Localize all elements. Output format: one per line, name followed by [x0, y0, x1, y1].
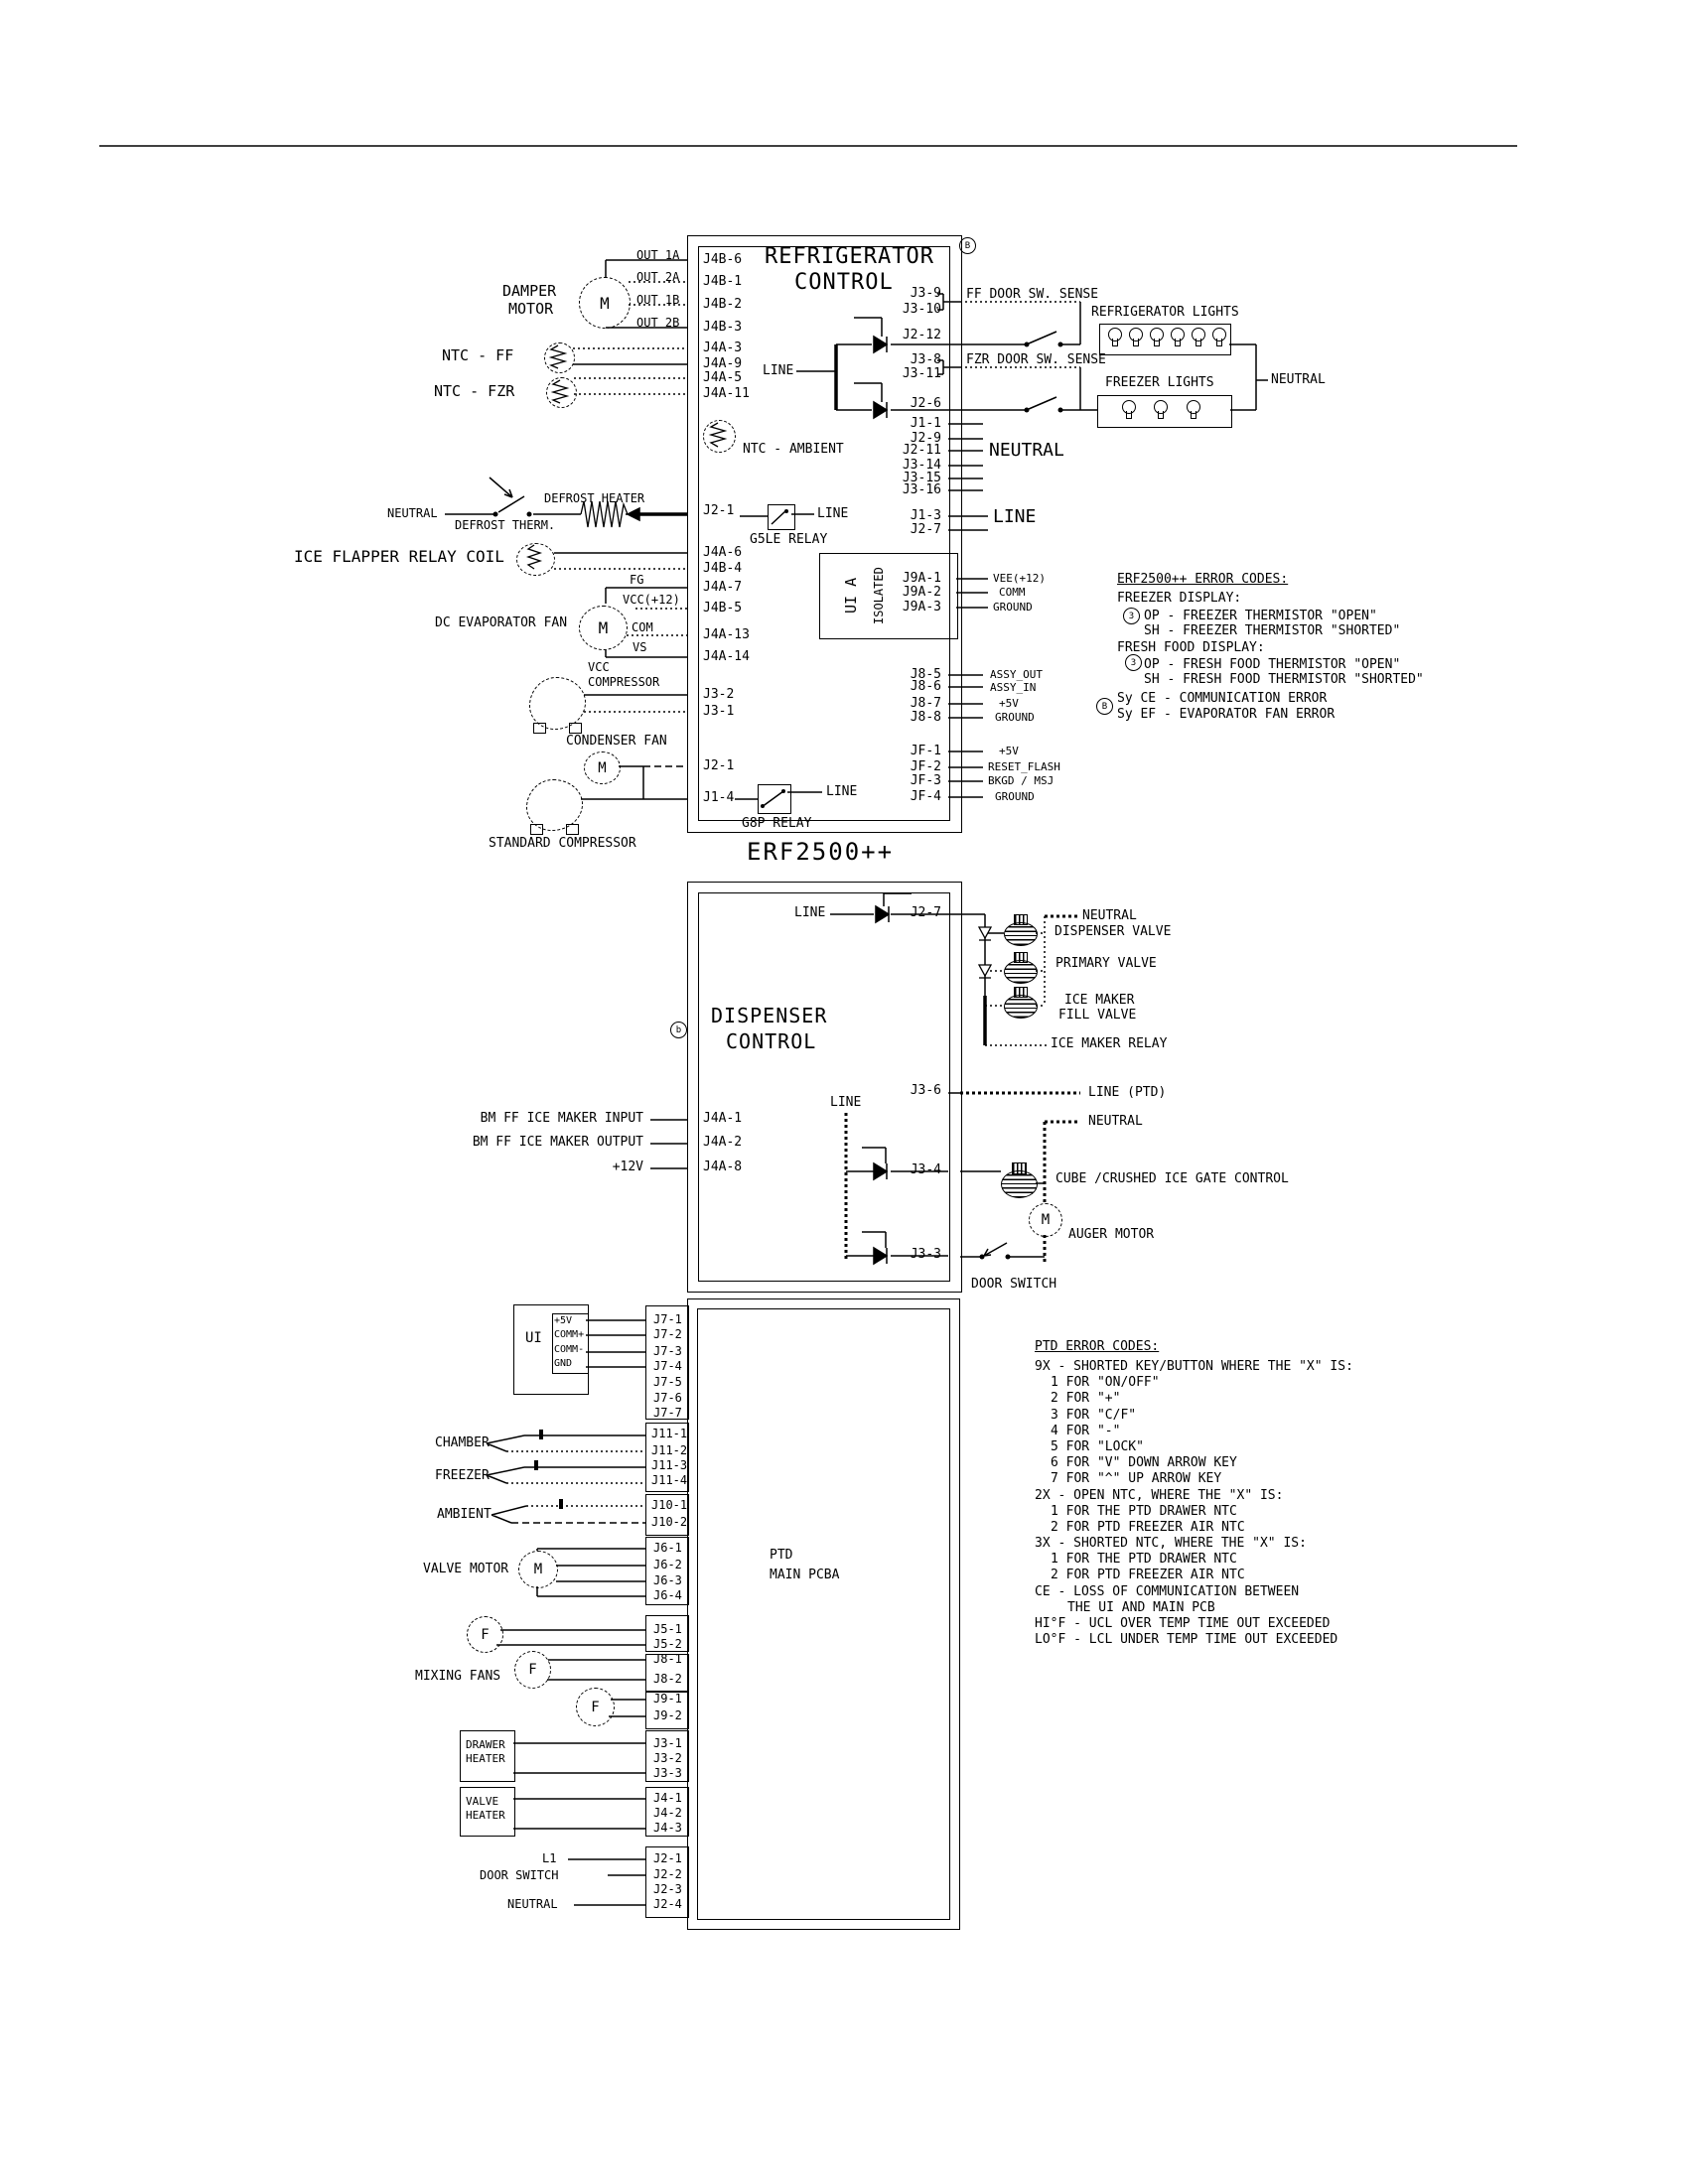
ntc-ff-label: NTC - FF [442, 346, 514, 364]
ptd-error-codes-list [1035, 1359, 1353, 1648]
out-label: OUT 2A [636, 270, 680, 284]
pin-label: J3-15 [902, 471, 941, 485]
bulb-icon [1108, 328, 1122, 341]
erf2500-title: ERF2500++ [747, 838, 895, 866]
pin-label: J6-4 [653, 1588, 682, 1602]
bulb-icon [1150, 328, 1164, 341]
ice-flapper-label: ICE FLAPPER RELAY COIL [294, 547, 504, 566]
pin-label: J3-2 [703, 687, 735, 702]
pin-label: J2-9 [910, 431, 941, 446]
erf-error-line: Sy EF - EVAPORATOR FAN ERROR [1117, 707, 1336, 722]
pin-label: J9A-2 [902, 585, 941, 600]
pin-label: J2-1 [653, 1851, 682, 1865]
ntc-fzr-label: NTC - FZR [434, 382, 515, 400]
pin-label: J4-2 [653, 1806, 682, 1820]
line-bus-label: LINE [763, 363, 794, 378]
pin-label: J2-2 [653, 1867, 682, 1881]
mixing-fan-icon: F [576, 1688, 615, 1726]
neutral-label: NEUTRAL [507, 1897, 558, 1911]
door-switch-label: DOOR SWITCH [480, 1868, 559, 1882]
vs-label: VS [633, 640, 647, 654]
g8p-relay-icon [758, 784, 791, 814]
erf-error-line: SH - FRESH FOOD THERMISTOR "SHORTED" [1144, 672, 1424, 687]
pin-label: J9-2 [653, 1708, 682, 1722]
ice-maker-relay-label: ICE MAKER RELAY [1051, 1036, 1168, 1051]
pin-label: J11-3 [651, 1458, 688, 1472]
ice-flapper-coil-icon [516, 543, 555, 576]
dispenser-control-title2: CONTROL [726, 1029, 817, 1053]
pin-label: J3-11 [902, 366, 941, 381]
condenser-fan-label: CONDENSER FAN [566, 734, 667, 749]
pin-label: J11-1 [651, 1427, 688, 1440]
pin-label: J3-1 [653, 1736, 682, 1750]
pin-label: J7-5 [653, 1375, 682, 1389]
erf-error-line: OP - FREEZER THERMISTOR "OPEN" [1144, 609, 1377, 623]
pin-label: J7-1 [653, 1312, 682, 1326]
cube-crushed-label: CUBE /CRUSHED ICE GATE CONTROL [1055, 1171, 1289, 1186]
pin-label: J2-7 [910, 905, 941, 920]
standard-compressor-label: STANDARD COMPRESSOR [489, 836, 636, 851]
pin-label: J8-2 [653, 1672, 682, 1686]
ground-label: GROUND [995, 711, 1035, 724]
pin-label: J2-1 [703, 758, 735, 773]
pin-label: J1-4 [703, 790, 735, 805]
pin-label: J4B-6 [703, 252, 743, 267]
pin-label: J10-1 [651, 1498, 688, 1512]
pin-label: J3-8 [910, 352, 941, 367]
com-label: COM [632, 620, 653, 634]
dc-evaporator-fan-label: DC EVAPORATOR FAN [435, 615, 568, 630]
marker-badge: b [670, 1022, 687, 1038]
ptd-error-line: 2 FOR "+" [1051, 1391, 1121, 1407]
ui-pin-label: COMM- [554, 1344, 585, 1355]
ui-label: UI [525, 1330, 542, 1346]
neutral-label: NEUTRAL [1088, 1114, 1143, 1129]
ptd-error-line: 9X - SHORTED KEY/BUTTON WHERE THE "X" IS: [1035, 1359, 1353, 1374]
neutral-label: NEUTRAL [989, 440, 1064, 461]
dc-evaporator-fan-icon: M [579, 606, 628, 650]
line-label: LINE [830, 1095, 862, 1110]
pin-label: J4A-13 [703, 627, 750, 642]
defrost-heater-label: DEFROST HEATER [544, 491, 645, 505]
cube-crushed-gate-icon [1001, 1170, 1038, 1198]
valve-crown [1014, 952, 1028, 963]
assy-out-label: ASSY_OUT [990, 668, 1043, 681]
note-badge: 3 [1123, 608, 1140, 624]
out-label: OUT 2B [636, 316, 680, 330]
pin-label: J5-1 [653, 1622, 682, 1636]
pin-label: J4B-2 [703, 297, 743, 312]
pin-label: J3-16 [902, 482, 941, 497]
compressor-foot [533, 723, 546, 734]
pin-label: J4A-5 [703, 370, 743, 385]
mixing-fan-icon: F [467, 1616, 503, 1653]
plus5v-label: +5V [999, 697, 1019, 710]
ui-pin-label: GND [554, 1358, 573, 1369]
valve-heater-label: VALVE [466, 1795, 499, 1808]
valve-motor-icon: M [518, 1551, 558, 1588]
primary-valve-label: PRIMARY VALVE [1055, 956, 1157, 971]
defrost-therm-label: DEFROST THERM. [455, 518, 556, 532]
g8p-relay-label: G8P RELAY [742, 816, 812, 831]
door-switch-label: DOOR SWITCH [971, 1277, 1057, 1292]
vee-label: VEE(+12) [993, 572, 1046, 585]
pin-label: JF-2 [910, 759, 941, 774]
freezer-label: FREEZER [435, 1468, 490, 1483]
valve-motor-label: VALVE MOTOR [423, 1562, 509, 1576]
condenser-fan-icon: M [584, 751, 621, 784]
refrigerator-control-title: REFRIGERATOR [765, 244, 934, 269]
pin-label: J9A-3 [902, 600, 941, 614]
pin-label: J4A-6 [703, 545, 743, 560]
pin-label: J9-1 [653, 1692, 682, 1706]
bulb-icon [1192, 328, 1205, 341]
dispenser-control-title: DISPENSER [711, 1004, 828, 1027]
valve-crown [1014, 987, 1028, 998]
freezer-lights-label: FREEZER LIGHTS [1105, 375, 1214, 390]
pin-label: J8-5 [910, 667, 941, 682]
ptd-error-line: 7 FOR "^" UP ARROW KEY [1051, 1471, 1222, 1487]
assy-in-label: ASSY_IN [990, 681, 1037, 694]
pin-label: J11-2 [651, 1443, 688, 1457]
pin-label: JF-4 [910, 789, 941, 804]
compressor-foot [530, 824, 543, 835]
compressor-foot [566, 824, 579, 835]
out-label: OUT 1B [636, 293, 680, 307]
pin-label: J4A-9 [703, 356, 743, 371]
line-label: LINE [993, 506, 1037, 527]
erf-error-codes-title: ERF2500++ ERROR CODES: [1117, 572, 1289, 587]
compressor-foot [569, 723, 582, 734]
note-badge: B [1096, 698, 1113, 715]
vcc-label: VCC [588, 660, 610, 674]
pin-label: JF-1 [910, 744, 941, 758]
fg-label: FG [630, 573, 644, 587]
pin-label: J8-8 [910, 710, 941, 725]
ice-maker-output-label: BM FF ICE MAKER OUTPUT [472, 1135, 643, 1150]
mixing-fans-label: MIXING FANS [415, 1669, 501, 1684]
primary-valve-icon [1004, 960, 1038, 984]
ptd-error-line: 1 FOR THE PTD DRAWER NTC [1051, 1552, 1237, 1568]
pin-label: J2-11 [902, 443, 941, 458]
g5le-relay-label: G5LE RELAY [750, 532, 828, 547]
pin-label: J7-4 [653, 1359, 682, 1373]
ptd-name-label2: MAIN PCBA [770, 1568, 840, 1582]
pin-label: J3-1 [703, 704, 735, 719]
g5le-relay-icon [768, 504, 795, 530]
fzr-door-sense-label: FZR DOOR SW. SENSE [966, 352, 1106, 367]
neutral-label: NEUTRAL [1082, 908, 1137, 923]
pin-label: J4A-3 [703, 341, 743, 355]
valve-crown [1012, 1162, 1027, 1174]
pin-label: J6-2 [653, 1558, 682, 1571]
drawer-heater-label: DRAWER [466, 1738, 505, 1751]
damper-motor-icon: M [579, 277, 631, 329]
pin-label: J3-4 [910, 1162, 941, 1177]
bkgd-msj-label: BKGD / MSJ [988, 774, 1055, 787]
bulb-icon [1212, 328, 1226, 341]
dispenser-valve-label: DISPENSER VALVE [1055, 924, 1172, 939]
erf-error-line: Sy CE - COMMUNICATION ERROR [1117, 691, 1328, 706]
pin-label: J7-2 [653, 1327, 682, 1341]
erf-error-line: FRESH FOOD DISPLAY: [1117, 640, 1265, 655]
pin-label: J10-2 [651, 1515, 688, 1529]
bulb-icon [1187, 400, 1200, 414]
marker-badge: B [959, 237, 976, 254]
ptd-main-pcba-box-inner [697, 1308, 950, 1920]
ui-pin-label: COMM+ [554, 1329, 585, 1340]
plus5v-label: +5V [999, 745, 1019, 757]
mixing-fan-icon: F [514, 1651, 551, 1689]
ntc-fzr-icon [546, 377, 577, 408]
pin-label: J8-6 [910, 679, 941, 694]
ptd-error-line: 6 FOR "V" DOWN ARROW KEY [1051, 1455, 1237, 1471]
pin-label: J4A-8 [703, 1160, 743, 1174]
ptd-error-line: 3 FOR "C/F" [1051, 1407, 1137, 1423]
pin-label: J4A-2 [703, 1135, 743, 1150]
dispenser-valve-icon [1004, 922, 1038, 946]
ptd-error-line: 3X - SHORTED NTC, WHERE THE "X" IS: [1035, 1536, 1307, 1552]
g8p-line-label: LINE [826, 784, 858, 799]
vcc12-label: VCC(+12) [623, 593, 680, 607]
neutral-label: NEUTRAL [1271, 372, 1326, 387]
ground-label: GROUND [995, 790, 1035, 803]
pin-label: J7-3 [653, 1344, 682, 1358]
ptd-error-line: CE - LOSS OF COMMUNICATION BETWEEN [1035, 1583, 1300, 1599]
ice-maker-input-label: BM FF ICE MAKER INPUT [480, 1111, 643, 1126]
ptd-name-label: PTD [770, 1548, 793, 1563]
pin-label: J3-10 [902, 302, 941, 317]
pin-label: J2-6 [910, 396, 941, 411]
pin-label: J2-4 [653, 1897, 682, 1911]
ptd-error-line: 4 FOR "-" [1051, 1423, 1121, 1438]
pin-label: J4-3 [653, 1821, 682, 1835]
pin-label: J5-2 [653, 1637, 682, 1651]
line-label: LINE [794, 905, 826, 920]
pin-label: J7-7 [653, 1406, 682, 1420]
valve-heater-label2: HEATER [466, 1809, 505, 1822]
pin-label: J4B-1 [703, 274, 743, 289]
ptd-error-line: 2 FOR PTD FREEZER AIR NTC [1051, 1519, 1245, 1535]
plus12v-label: +12V [612, 1160, 643, 1174]
pin-label: J4B-4 [703, 561, 743, 576]
pin-label: J4-1 [653, 1791, 682, 1805]
pin-label: J1-3 [910, 508, 941, 523]
drawer-heater-label2: HEATER [466, 1752, 505, 1765]
ice-maker-fill-valve-icon [1004, 995, 1038, 1019]
g5le-line-label: LINE [817, 506, 849, 521]
pin-label: J4B-5 [703, 601, 743, 615]
ptd-error-line: 5 FOR "LOCK" [1051, 1438, 1144, 1454]
ice-maker-fill-label: ICE MAKER [1064, 993, 1135, 1008]
ntc-ambient-icon [703, 420, 736, 453]
pin-label: J2-12 [902, 328, 941, 342]
ptd-error-codes-title: PTD ERROR CODES: [1035, 1339, 1160, 1354]
auger-motor-label: AUGER MOTOR [1068, 1227, 1155, 1242]
ice-maker-fill-label2: FILL VALVE [1058, 1008, 1137, 1023]
pin-label: J3-14 [902, 458, 941, 473]
pin-label: J8-7 [910, 696, 941, 711]
ntc-ambient-label: NTC - AMBIENT [743, 442, 844, 457]
pin-label: J6-1 [653, 1541, 682, 1555]
ntc-ff-icon [544, 342, 575, 373]
pin-label: J2-1 [703, 503, 735, 518]
pin-label: J11-4 [651, 1473, 688, 1487]
bulb-icon [1122, 400, 1136, 414]
pin-label: J7-6 [653, 1391, 682, 1405]
ptd-error-line: THE UI AND MAIN PCB [1067, 1599, 1215, 1615]
pin-label: J2-7 [910, 522, 941, 537]
ptd-error-line: LO°F - LCL UNDER TEMP TIME OUT EXCEEDED [1035, 1632, 1338, 1648]
out-label: OUT 1A [636, 248, 680, 262]
compressor-label: COMPRESSOR [588, 675, 660, 689]
ptd-error-line: 2 FOR PTD FREEZER AIR NTC [1051, 1568, 1245, 1583]
pin-label: J3-6 [910, 1083, 941, 1098]
auger-motor-icon: M [1029, 1203, 1062, 1237]
erf-error-line: FREEZER DISPLAY: [1117, 591, 1242, 606]
refrigerator-control-title2: CONTROL [794, 270, 894, 295]
bulb-icon [1129, 328, 1143, 341]
pin-label: J3-3 [653, 1766, 682, 1780]
damper-motor-label: DAMPER [502, 282, 557, 300]
pin-label: J2-3 [653, 1882, 682, 1896]
ui-a-label: UI A [842, 577, 860, 614]
pin-label: JF-3 [910, 773, 941, 788]
bulb-icon [1171, 328, 1185, 341]
ptd-error-line: 1 FOR THE PTD DRAWER NTC [1051, 1503, 1237, 1519]
pin-label: J1-1 [910, 416, 941, 431]
ui-pin-label: +5V [554, 1315, 573, 1326]
damper-motor-label2: MOTOR [508, 300, 554, 318]
ui-a-isolated-box [819, 553, 958, 639]
refrigerator-lights-label: REFRIGERATOR LIGHTS [1091, 305, 1239, 320]
comm-label: COMM [999, 586, 1026, 599]
pin-label: J4A-7 [703, 580, 743, 595]
ptd-error-line: 2X - OPEN NTC, WHERE THE "X" IS: [1035, 1487, 1284, 1503]
pin-label: J4B-3 [703, 320, 743, 335]
bulb-icon [1154, 400, 1168, 414]
l1-label: L1 [542, 1851, 557, 1865]
reset-flash-label: RESET_FLASH [988, 760, 1060, 773]
pin-label: J3-2 [653, 1751, 682, 1765]
pin-label: J3-9 [910, 286, 941, 301]
pin-label: J4A-1 [703, 1111, 743, 1126]
pin-label: J4A-14 [703, 649, 750, 664]
line-ptd-label: LINE (PTD) [1088, 1085, 1167, 1100]
pin-label: J4A-11 [703, 386, 750, 401]
ptd-error-line: HI°F - UCL OVER TEMP TIME OUT EXCEEDED [1035, 1616, 1331, 1631]
neutral-label: NEUTRAL [387, 506, 438, 520]
pin-label: J3-3 [910, 1247, 941, 1262]
pin-label: J9A-1 [902, 571, 941, 586]
isolated-label: ISOLATED [872, 567, 886, 624]
pin-label: J6-3 [653, 1573, 682, 1587]
erf-error-line: OP - FRESH FOOD THERMISTOR "OPEN" [1144, 657, 1401, 672]
ground-label: GROUND [993, 601, 1033, 614]
ambient-label: AMBIENT [437, 1507, 492, 1522]
ptd-error-line: 1 FOR "ON/OFF" [1051, 1375, 1160, 1391]
ff-door-sense-label: FF DOOR SW. SENSE [966, 287, 1099, 302]
erf-error-line: SH - FREEZER THERMISTOR "SHORTED" [1144, 623, 1401, 638]
chamber-label: CHAMBER [435, 1435, 490, 1450]
pin-label: J8-1 [653, 1652, 682, 1666]
note-badge: 3 [1125, 654, 1142, 671]
valve-crown [1014, 914, 1028, 925]
